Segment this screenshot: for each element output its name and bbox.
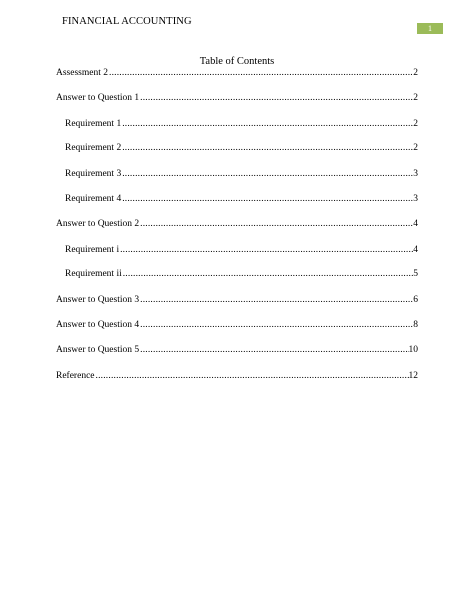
toc-entry-page: 2: [413, 93, 418, 103]
toc-entry-page: 2: [413, 119, 418, 129]
toc-entry-answer-question-2[interactable]: [56, 218, 418, 230]
running-title: FINANCIAL ACCOUNTING: [62, 16, 192, 27]
page-number-badge: 1: [417, 23, 443, 34]
toc-entry-page: 6: [413, 295, 418, 305]
toc-entry-page: 4: [413, 245, 418, 255]
toc-entry-label: Answer to Question 5: [56, 345, 140, 355]
toc-dot-leader: [122, 168, 413, 180]
toc-heading: Table of Contents: [199, 56, 275, 67]
toc-entry-page: 3: [413, 194, 418, 204]
toc-entry-page: 12: [408, 371, 418, 381]
toc-entry-label: Answer to Question 2: [56, 219, 140, 229]
toc-entry-requirement-3[interactable]: [65, 168, 418, 180]
toc-entry-label: Requirement ii: [65, 269, 122, 279]
toc-entry-page: 10: [408, 345, 418, 355]
toc-dot-leader: [140, 92, 413, 104]
toc-entry-answer-question-1[interactable]: [56, 92, 418, 104]
toc-entry-page: 4: [413, 219, 418, 229]
toc-entry-label: Requirement i: [65, 245, 120, 255]
toc-entry-page: 2: [413, 143, 418, 153]
toc-entry-reference[interactable]: [56, 370, 418, 382]
toc-dot-leader: [123, 268, 414, 280]
toc-entry-label: Requirement 1: [65, 119, 122, 129]
toc-dot-leader: [140, 319, 413, 331]
toc-entry-answer-question-4[interactable]: [56, 319, 418, 331]
toc-entry-requirement-1[interactable]: [65, 118, 418, 130]
toc-entry-label: Requirement 2: [65, 143, 122, 153]
toc-entry-requirement-ii[interactable]: [65, 268, 418, 280]
toc-dot-leader: [96, 370, 409, 382]
toc-entry-label: Answer to Question 1: [56, 93, 140, 103]
toc-entry-label: Requirement 3: [65, 169, 122, 179]
toc-entry-label: Requirement 4: [65, 194, 122, 204]
toc-dot-leader: [109, 67, 413, 79]
toc-entry-answer-question-5[interactable]: [56, 344, 418, 356]
toc-entry-label: Answer to Question 4: [56, 320, 140, 330]
toc-entry-label: Answer to Question 3: [56, 295, 140, 305]
toc-entry-requirement-2[interactable]: [65, 142, 418, 154]
toc-entry-answer-question-3[interactable]: [56, 294, 418, 306]
toc-entry-label: Reference: [56, 371, 95, 381]
toc-dot-leader: [122, 193, 413, 205]
toc-dot-leader: [140, 218, 413, 230]
toc-entry-requirement-i[interactable]: [65, 244, 418, 256]
toc-dot-leader: [122, 142, 413, 154]
toc-entry-page: 2: [413, 68, 418, 78]
toc-entry-page: 3: [413, 169, 418, 179]
toc-entry-assessment-2[interactable]: [56, 67, 418, 79]
toc-dot-leader: [140, 294, 413, 306]
toc-entry-page: 5: [413, 269, 418, 279]
toc-entry-page: 8: [413, 320, 418, 330]
toc-dot-leader: [120, 244, 413, 256]
toc-dot-leader: [140, 344, 408, 356]
toc-entry-label: Assessment 2: [56, 68, 108, 78]
toc-dot-leader: [122, 118, 413, 130]
toc-entry-requirement-4[interactable]: [65, 193, 418, 205]
